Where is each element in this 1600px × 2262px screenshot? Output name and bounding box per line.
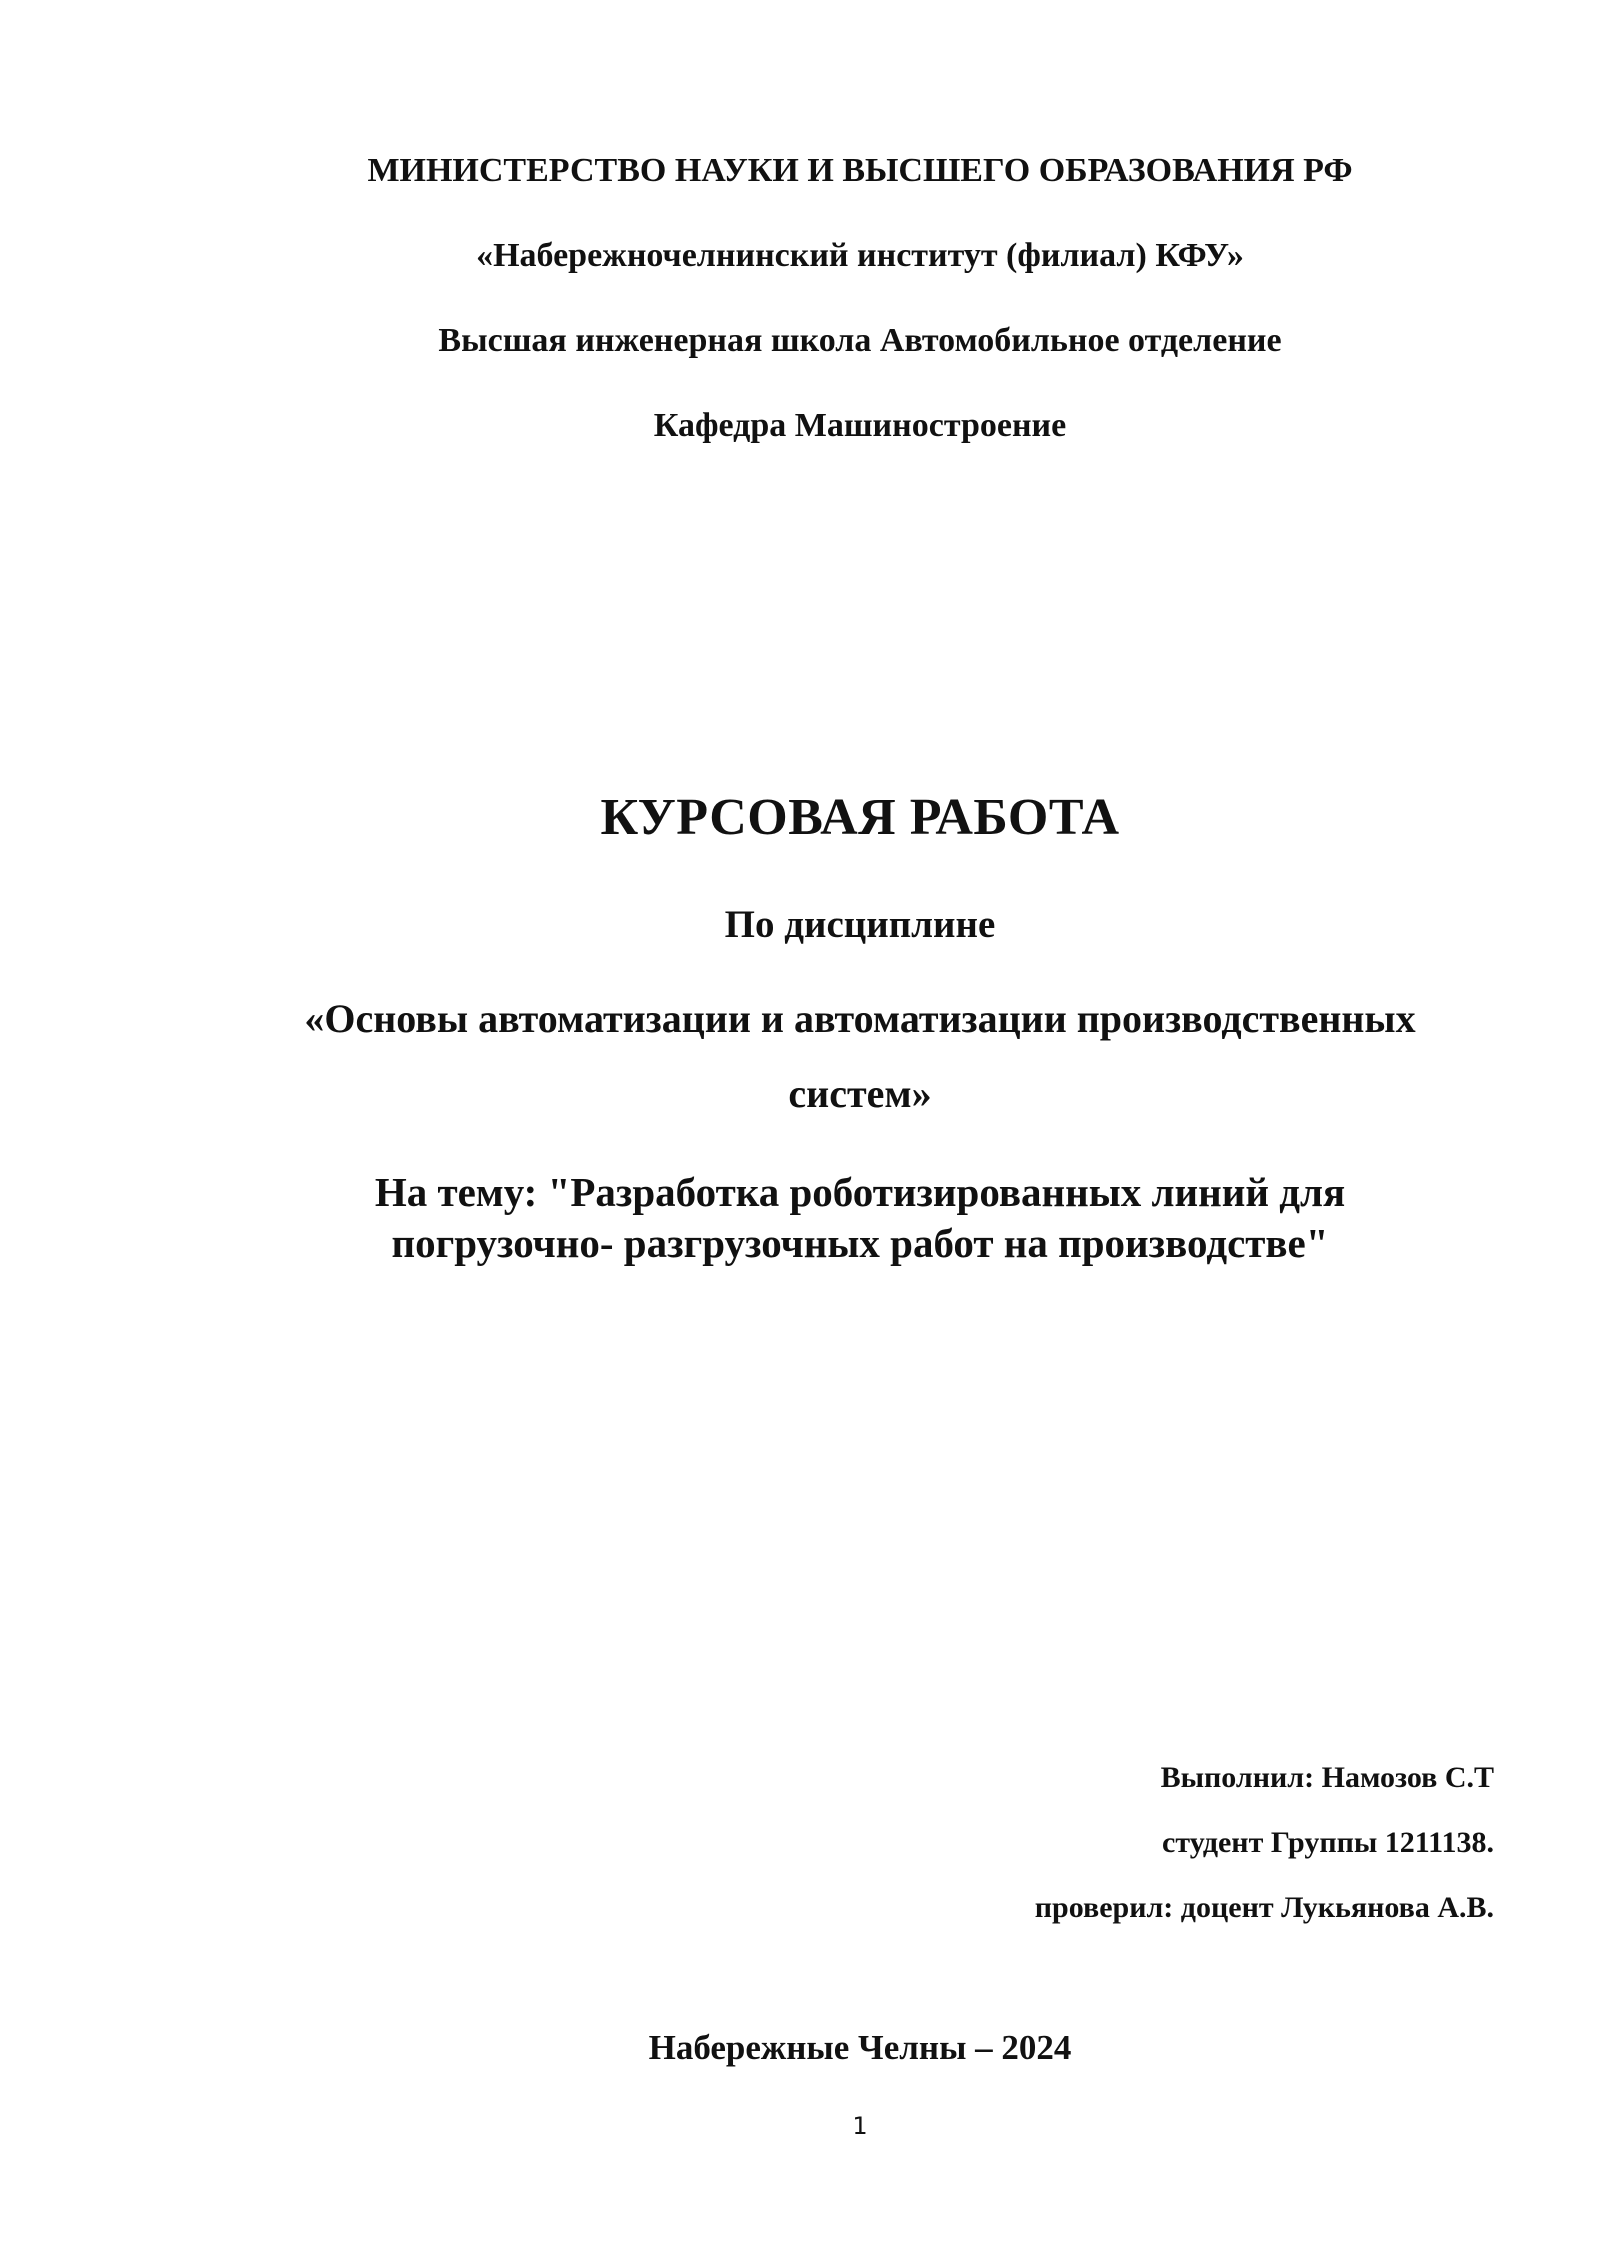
checked-by: проверил: доцент Лукьянова А.В.: [1034, 1891, 1494, 1924]
document-type-title: КУРСОВАЯ РАБОТА: [600, 789, 1120, 846]
page-number: 1: [852, 2112, 868, 2140]
topic-line-1: На тему: "Разработка роботизированных линий для: [374, 1169, 1346, 1215]
city-year: Набережные Челны – 2024: [648, 2028, 1072, 2067]
student-group: студент Группы 1211138.: [1162, 1826, 1494, 1859]
institute-heading: «Набережночелнинский институт (филиал) КФУ»: [476, 237, 1244, 274]
school-heading: Высшая инженерная школа Автомобильное отделение: [438, 322, 1282, 359]
ministry-heading: МИНИСТЕРСТВО НАУКИ И ВЫСШЕГО ОБРАЗОВАНИЯ РФ: [367, 152, 1353, 189]
discipline-label: По дисциплине: [724, 903, 996, 946]
department-heading: Кафедра Машиностроение: [653, 407, 1067, 444]
discipline-name-line-2: систем»: [788, 1071, 932, 1116]
discipline-name-line-1: «Основы автоматизации и автоматизации производственных: [304, 996, 1416, 1041]
topic-line-2: погрузочно- разгрузочных работ на производстве": [391, 1220, 1329, 1266]
performed-by: Выполнил: Намозов С.Т: [1160, 1761, 1494, 1794]
